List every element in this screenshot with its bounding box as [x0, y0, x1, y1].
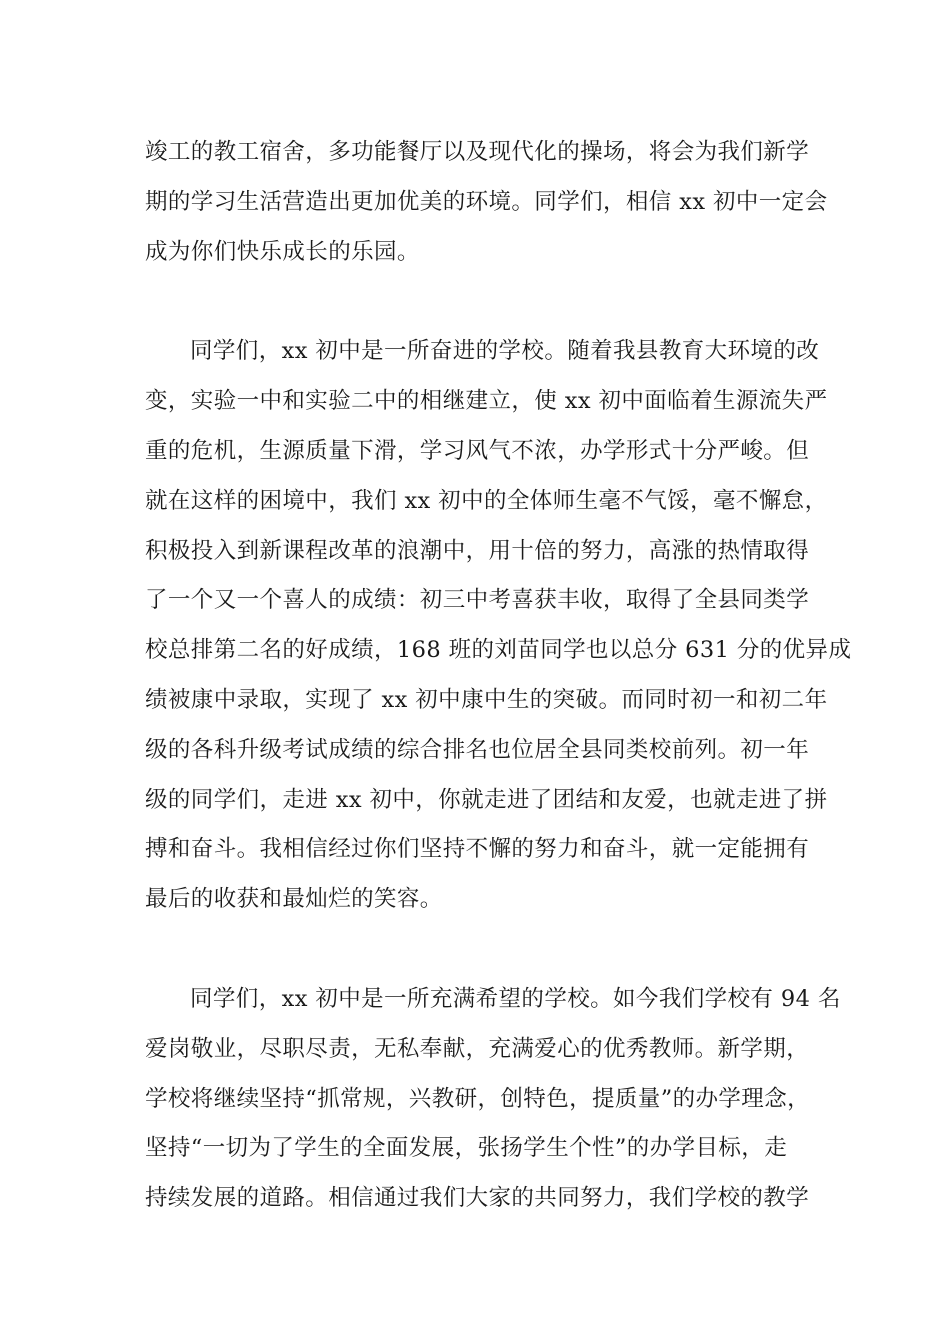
text-line: 持续发展的道路。相信通过我们大家的共同努力，我们学校的教学 [145, 1185, 810, 1212]
text-line: 级的各科升级考试成绩的综合排名也位居全县同类校前列。初一年 [145, 736, 810, 763]
paragraph-2 [145, 327, 852, 925]
text-line: 重的危机，生源质量下滑，学习风气不浓，办学形式十分严峻。但 [145, 437, 810, 464]
paragraph-1 [145, 128, 828, 277]
text-line: 坚持“一切为了学生的全面发展，张扬学生个性”的办学目标，走 [145, 1135, 788, 1162]
text-line: 校总排第二名的好成绩，168 班的刘苗同学也以总分 631 分的优异成 [145, 637, 852, 664]
text-line: 绩被康中录取，实现了 xx 初中康中生的突破。而同时初一和初二年 [145, 686, 828, 713]
text-line: 级的同学们，走进 xx 初中，你就走进了团结和友爱，也就走进了拼 [145, 786, 828, 813]
text-line: 爱岗敬业，尽职尽责，无私奉献，充满爱心的优秀教师。新学期， [145, 1035, 810, 1062]
text-line: 最后的收获和最灿烂的笑容。 [145, 886, 443, 913]
text-line: 就在这样的困境中，我们 xx 初中的全体师生毫不气馁，毫不懈怠， [145, 487, 828, 514]
paragraph-3 [145, 975, 841, 1224]
text-line: 了一个又一个喜人的成绩：初三中考喜获丰收，取得了全县同类学 [145, 587, 810, 614]
text-line: 同学们，xx 初中是一所奋进的学校。随着我县教育大环境的改 [190, 338, 820, 365]
text-line: 变，实验一中和实验二中的相继建立，使 xx 初中面临着生源流失严 [145, 388, 828, 415]
document-body [145, 128, 852, 1224]
text-line: 学校将继续坚持“抓常规，兴教研，创特色，提质量”的办学理念， [145, 1085, 811, 1112]
text-line: 搏和奋斗。我相信经过你们坚持不懈的努力和奋斗，就一定能拥有 [145, 836, 810, 863]
text-line: 期的学习生活营造出更加优美的环境。同学们，相信 xx 初中一定会 [145, 188, 828, 215]
text-line: 同学们，xx 初中是一所充满希望的学校。如今我们学校有 94 名 [190, 985, 841, 1012]
text-line: 竣工的教工宿舍，多功能餐厅以及现代化的操场，将会为我们新学 [145, 139, 810, 165]
text-line: 成为你们快乐成长的乐园。 [145, 238, 420, 265]
text-line: 积极投入到新课程改革的浪潮中，用十倍的努力，高涨的热情取得 [145, 537, 810, 564]
